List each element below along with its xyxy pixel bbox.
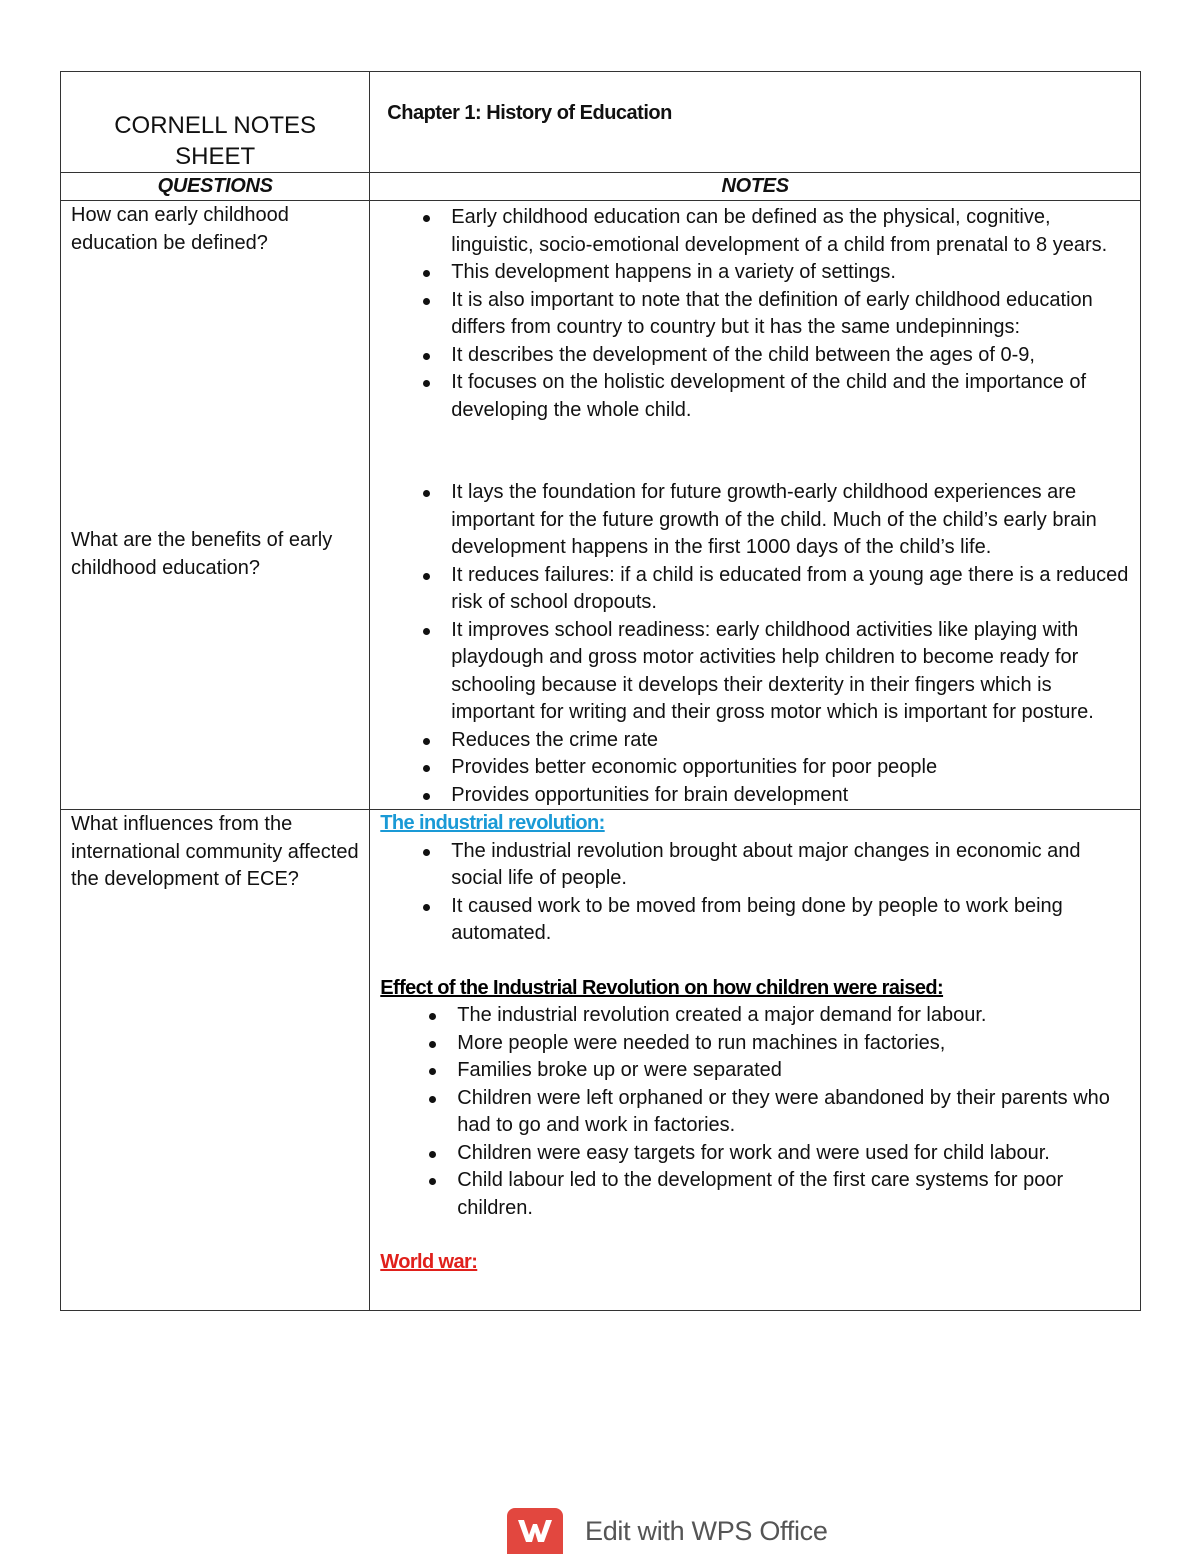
list-item: Reduces the crime rate xyxy=(380,727,1132,755)
effect-heading: Effect of the Industrial Revolution on how children were raised: xyxy=(380,976,944,999)
list-item: Provides opportunities for brain development xyxy=(380,782,1132,810)
world-war-heading: World war: xyxy=(380,1251,478,1273)
questions-header: QUESTIONS xyxy=(61,173,370,201)
question-influences: What influences from the international community affected the development of ECE? xyxy=(71,813,359,890)
industrial-list xyxy=(380,838,1132,948)
sheet-title-line1: CORNELL NOTES xyxy=(114,112,317,139)
notes-cell xyxy=(370,810,1141,1311)
list-item: It caused work to be moved from being done by people to work being automated. xyxy=(380,893,1132,948)
question-definition: How can early childhood education be defined? xyxy=(71,204,289,254)
list-item: This development happens in a variety of settings. xyxy=(380,259,1132,287)
list-item: More people were needed to run machines in factories, xyxy=(380,1030,1132,1058)
definition-list xyxy=(380,204,1132,424)
notes-cell xyxy=(370,201,1141,810)
list-item: It lays the foundation for future growth-early childhood experiences are important for the future growth of the child. Much of the child’s early brain development happens in the first 1000 days of the child’s life. xyxy=(380,479,1132,562)
list-item: Early childhood education can be defined as the physical, cognitive, linguistic, socio-emotional development of a child from prenatal to 8 years. xyxy=(380,204,1132,259)
list-item: The industrial revolution created a major demand for labour. xyxy=(380,1002,1132,1030)
list-item: Families broke up or were separated xyxy=(380,1057,1132,1085)
wps-edit-label[interactable]: Edit with WPS Office xyxy=(585,1515,828,1546)
list-item: It improves school readiness: early childhood activities like playing with playdough and gross motor activities help children to become ready for schooling because it develops their dexterity in their fingers which is important for writing and their gross motor which is important for posture. xyxy=(380,617,1132,727)
notes-header: NOTES xyxy=(370,173,1141,201)
effect-list xyxy=(380,1002,1132,1222)
chapter-title: Chapter 1: History of Education xyxy=(370,72,1141,173)
industrial-revolution-heading: The industrial revolution: xyxy=(380,812,605,834)
list-item: Provides better economic opportunities for poor people xyxy=(380,754,1132,782)
list-item: Children were easy targets for work and were used for child labour. xyxy=(380,1140,1132,1168)
questions-cell xyxy=(61,810,370,1311)
wps-edit-banner[interactable] xyxy=(507,1508,828,1554)
sheet-title xyxy=(61,72,370,173)
list-item: It is also important to note that the definition of early childhood education differs from country to country but it has the same undepinnings: xyxy=(380,287,1132,342)
questions-cell xyxy=(61,201,370,810)
wps-logo-icon xyxy=(507,1508,563,1554)
question-benefits: What are the benefits of early childhood education? xyxy=(71,529,333,579)
list-item: It reduces failures: if a child is educated from a young age there is a reduced risk of school dropouts. xyxy=(380,562,1132,617)
cornell-notes-table xyxy=(60,71,1141,1311)
list-item: It focuses on the holistic development of the child and the importance of developing the whole child. xyxy=(380,369,1132,424)
list-item: Children were left orphaned or they were abandoned by their parents who had to go and work in factories. xyxy=(380,1085,1132,1140)
list-item: The industrial revolution brought about major changes in economic and social life of people. xyxy=(380,838,1132,893)
list-item: Child labour led to the development of the first care systems for poor children. xyxy=(380,1167,1132,1222)
benefits-list xyxy=(380,479,1132,809)
sheet-title-line2: SHEET xyxy=(175,143,256,170)
list-item: It describes the development of the child between the ages of 0-9, xyxy=(380,342,1132,370)
